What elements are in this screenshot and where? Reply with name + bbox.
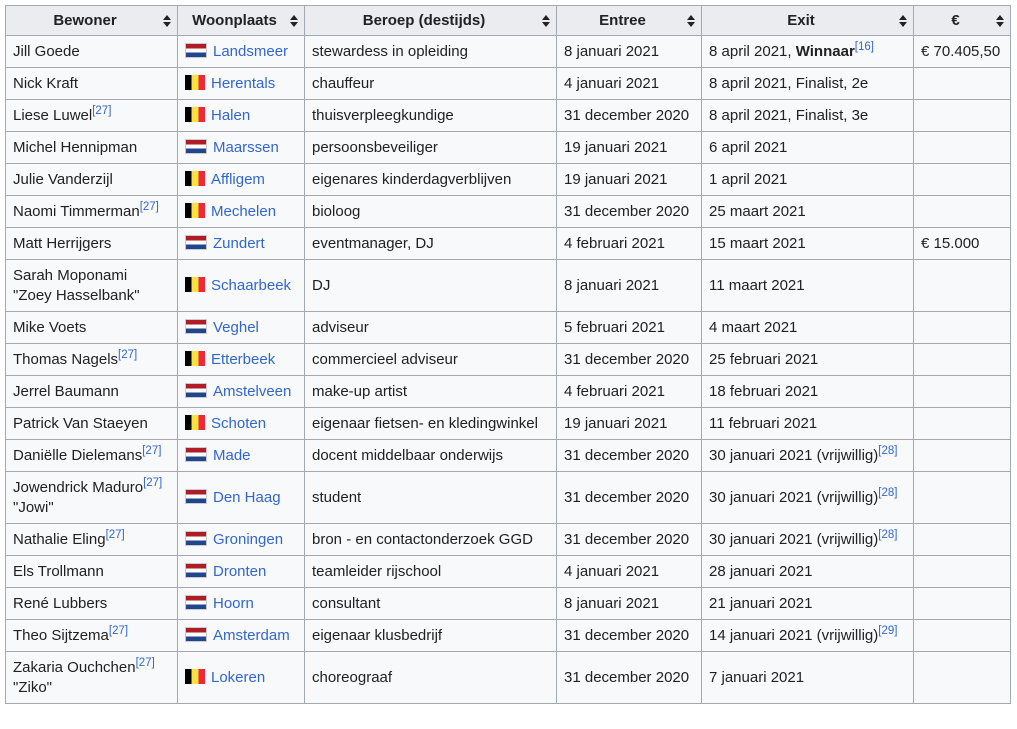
- contestant-name: Matt Herrijgers: [13, 234, 112, 252]
- cell-euro: [914, 472, 1011, 524]
- cell-bewoner: [6, 620, 178, 652]
- cell-beroep: [305, 312, 557, 344]
- cell-bewoner: [6, 36, 178, 68]
- cell-bewoner: [6, 196, 178, 228]
- netherlands-flag-icon: [185, 139, 207, 154]
- exit-date: 7 januari 2021: [709, 668, 805, 686]
- cell-woonplaats: [178, 100, 305, 132]
- cell-exit: [702, 312, 914, 344]
- cell-entree: [557, 164, 702, 196]
- sort-icon[interactable]: [542, 15, 550, 27]
- cell-exit: [702, 376, 914, 408]
- cell-entree: [557, 132, 702, 164]
- table-row: [6, 652, 1011, 704]
- occupation: teamleider rijschool: [312, 562, 442, 580]
- cell-beroep: [305, 68, 557, 100]
- cell-woonplaats: [178, 344, 305, 376]
- netherlands-flag-icon: [185, 319, 207, 334]
- cell-entree: [557, 524, 702, 556]
- column-header-label: Bewoner: [53, 11, 117, 29]
- netherlands-flag-icon: [185, 531, 207, 546]
- table-row: [6, 100, 1011, 132]
- contestant-name: Theo Sijtzema: [13, 626, 109, 644]
- belgium-flag-icon: [185, 107, 205, 122]
- contestant-name: Nick Kraft: [13, 74, 79, 92]
- contestant-name: Nathalie Eling: [13, 530, 106, 548]
- cell-entree: [557, 408, 702, 440]
- column-header-entree[interactable]: [557, 6, 702, 36]
- table-body: [6, 36, 1011, 704]
- place-link[interactable]: Groningen: [213, 530, 284, 548]
- cell-euro: [914, 588, 1011, 620]
- occupation: persoonsbeveiliger: [312, 138, 438, 156]
- cell-woonplaats: [178, 408, 305, 440]
- table-row: [6, 620, 1011, 652]
- table-row: [6, 408, 1011, 440]
- occupation: commercieel adviseur: [312, 350, 458, 368]
- place-link[interactable]: Landsmeer: [213, 42, 289, 60]
- exit-date: 30 januari 2021 (vrijwillig): [709, 488, 879, 506]
- cell-euro: [914, 260, 1011, 312]
- cell-entree: [557, 100, 702, 132]
- cell-woonplaats: [178, 164, 305, 196]
- cell-bewoner: [6, 132, 178, 164]
- place-link[interactable]: Hoorn: [213, 594, 254, 612]
- netherlands-flag-icon: [185, 563, 207, 578]
- exit-date: 15 maart 2021: [709, 234, 806, 252]
- netherlands-flag-icon: [185, 235, 207, 250]
- sort-icon[interactable]: [290, 15, 298, 27]
- cell-euro: [914, 36, 1011, 68]
- cell-exit: [702, 588, 914, 620]
- cell-beroep: [305, 344, 557, 376]
- header-row: [6, 6, 1011, 36]
- cell-beroep: [305, 588, 557, 620]
- entry-date: 5 februari 2021: [564, 318, 665, 336]
- table-row: [6, 344, 1011, 376]
- cell-entree: [557, 620, 702, 652]
- netherlands-flag-icon: [185, 489, 207, 504]
- occupation: stewardess in opleiding: [312, 42, 468, 60]
- exit-date: 30 januari 2021 (vrijwillig): [709, 530, 879, 548]
- cell-woonplaats: [178, 556, 305, 588]
- contestant-name: Patrick Van Staeyen: [13, 414, 148, 432]
- column-header-label: Exit: [787, 11, 815, 29]
- reference-link[interactable]: [16]: [854, 40, 874, 53]
- entry-date: 31 december 2020: [564, 626, 690, 644]
- contestant-name: Els Trollmann: [13, 562, 104, 580]
- cell-exit: [702, 620, 914, 652]
- cell-woonplaats: [178, 68, 305, 100]
- cell-bewoner: [6, 556, 178, 588]
- entry-date: 4 februari 2021: [564, 382, 665, 400]
- cell-euro: [914, 620, 1011, 652]
- contestant-name: Sarah Moponami: [13, 266, 128, 284]
- occupation: choreograaf: [312, 668, 393, 686]
- cell-bewoner: [6, 440, 178, 472]
- entry-date: 31 december 2020: [564, 350, 690, 368]
- cell-beroep: [305, 260, 557, 312]
- netherlands-flag-icon: [185, 595, 207, 610]
- cell-exit: [702, 196, 914, 228]
- occupation: bioloog: [312, 202, 361, 220]
- contestant-name: Julie Vanderzijl: [13, 170, 113, 188]
- cell-euro: [914, 408, 1011, 440]
- cell-bewoner: [6, 524, 178, 556]
- belgium-flag-icon: [185, 415, 205, 430]
- cell-exit: [702, 228, 914, 260]
- cell-beroep: [305, 132, 557, 164]
- cell-beroep: [305, 376, 557, 408]
- exit-date: 1 april 2021: [709, 170, 788, 188]
- reference-link[interactable]: [27]: [108, 624, 129, 637]
- contestant-name: Daniëlle Dielemans: [13, 446, 143, 464]
- cell-beroep: [305, 652, 557, 704]
- occupation: eigenaar klusbedrijf: [312, 626, 443, 644]
- sort-icon[interactable]: [687, 15, 695, 27]
- exit-date: 11 februari 2021: [709, 414, 818, 432]
- cell-entree: [557, 228, 702, 260]
- place-link[interactable]: Made: [213, 446, 251, 464]
- place-link[interactable]: Affligem: [211, 170, 265, 188]
- cell-exit: [702, 472, 914, 524]
- cell-euro: [914, 132, 1011, 164]
- cell-beroep: [305, 620, 557, 652]
- cell-woonplaats: [178, 440, 305, 472]
- contestant-nickname: "Zoey Hasselbank": [13, 286, 140, 304]
- table-row: [6, 260, 1011, 312]
- contestant-name: Zakaria Ouchchen: [13, 658, 136, 676]
- place-link[interactable]: Dronten: [213, 562, 267, 580]
- cell-woonplaats: [178, 472, 305, 524]
- contestant-name: Liese Luwel: [13, 106, 93, 124]
- cell-euro: [914, 196, 1011, 228]
- occupation: DJ: [312, 276, 331, 294]
- netherlands-flag-icon: [185, 383, 207, 398]
- cell-woonplaats: [178, 588, 305, 620]
- cell-beroep: [305, 556, 557, 588]
- reference-link[interactable]: [27]: [118, 348, 138, 361]
- place-link[interactable]: Zundert: [213, 234, 265, 252]
- reference-link[interactable]: [28]: [878, 528, 898, 541]
- reference-link[interactable]: [28]: [878, 486, 898, 499]
- table-row: [6, 376, 1011, 408]
- exit-date: 6 april 2021: [709, 138, 788, 156]
- column-header-beroep[interactable]: [305, 6, 557, 36]
- place-link[interactable]: Amstelveen: [213, 382, 292, 400]
- place-link[interactable]: Amsterdam: [213, 626, 290, 644]
- occupation: adviseur: [312, 318, 369, 336]
- exit-date: 18 februari 2021: [709, 382, 819, 400]
- sort-icon[interactable]: [996, 15, 1004, 27]
- cell-exit: [702, 344, 914, 376]
- entry-date: 8 januari 2021: [564, 42, 660, 60]
- cell-exit: [702, 652, 914, 704]
- place-link[interactable]: Lokeren: [211, 668, 266, 686]
- reference-link[interactable]: [29]: [878, 624, 898, 637]
- cell-exit: [702, 36, 914, 68]
- cell-bewoner: [6, 408, 178, 440]
- occupation: chauffeur: [312, 74, 375, 92]
- table-row: [6, 132, 1011, 164]
- place-link[interactable]: Schaarbeek: [211, 276, 292, 294]
- contestant-nickname: "Ziko": [13, 678, 52, 696]
- cell-exit: [702, 164, 914, 196]
- cell-entree: [557, 472, 702, 524]
- cell-entree: [557, 440, 702, 472]
- belgium-flag-icon: [185, 351, 205, 366]
- place-link[interactable]: Den Haag: [213, 488, 281, 506]
- cell-exit: [702, 408, 914, 440]
- cell-woonplaats: [178, 524, 305, 556]
- cell-bewoner: [6, 100, 178, 132]
- place-link[interactable]: Halen: [211, 106, 251, 124]
- occupation: thuisverpleegkundige: [312, 106, 454, 124]
- exit-date: 8 april 2021, Finalist, 3e: [709, 106, 869, 124]
- place-link[interactable]: Herentals: [211, 74, 276, 92]
- cell-euro: [914, 68, 1011, 100]
- reference-link[interactable]: [27]: [105, 528, 125, 541]
- cell-bewoner: [6, 376, 178, 408]
- cell-euro: [914, 312, 1011, 344]
- cell-woonplaats: [178, 652, 305, 704]
- contestant-name: Thomas Nagels: [13, 350, 119, 368]
- place-link[interactable]: Maarssen: [213, 138, 279, 156]
- cell-woonplaats: [178, 36, 305, 68]
- cell-bewoner: [6, 228, 178, 260]
- cell-entree: [557, 588, 702, 620]
- cell-euro: [914, 652, 1011, 704]
- cell-entree: [557, 196, 702, 228]
- cell-woonplaats: [178, 376, 305, 408]
- column-header-label: Entree: [599, 11, 646, 29]
- entry-date: 4 januari 2021: [564, 74, 660, 92]
- column-header-exit[interactable]: [702, 6, 914, 36]
- contestant-name: René Lubbers: [13, 594, 108, 612]
- table-row: [6, 524, 1011, 556]
- cell-bewoner: [6, 164, 178, 196]
- cell-entree: [557, 312, 702, 344]
- column-header-label: Beroep (destijds): [362, 11, 486, 29]
- cell-exit: [702, 100, 914, 132]
- occupation: eigenaar fietsen- en kledingwinkel: [312, 414, 538, 432]
- entry-date: 19 januari 2021: [564, 170, 668, 188]
- reference-link[interactable]: [27]: [92, 104, 112, 117]
- cell-euro: [914, 440, 1011, 472]
- cell-exit: [702, 524, 914, 556]
- table-row: [6, 68, 1011, 100]
- entry-date: 4 februari 2021: [564, 234, 665, 252]
- table-row: [6, 440, 1011, 472]
- entry-date: 8 januari 2021: [564, 594, 660, 612]
- column-header-label: Woonplaats: [192, 11, 277, 29]
- entry-date: 31 december 2020: [564, 488, 690, 506]
- sort-icon[interactable]: [163, 15, 171, 27]
- exit-date: 25 maart 2021: [709, 202, 806, 220]
- cell-exit: [702, 556, 914, 588]
- belgium-flag-icon: [185, 669, 205, 684]
- occupation: student: [312, 488, 362, 506]
- entry-date: 31 december 2020: [564, 668, 690, 686]
- contestant-name: Jowendrick Maduro: [13, 478, 144, 496]
- netherlands-flag-icon: [185, 447, 207, 462]
- occupation: consultant: [312, 594, 381, 612]
- cell-beroep: [305, 100, 557, 132]
- belgium-flag-icon: [185, 203, 205, 218]
- exit-date: 30 januari 2021 (vrijwillig): [709, 446, 879, 464]
- prize-amount: € 15.000: [921, 234, 980, 252]
- occupation: docent middelbaar onderwijs: [312, 446, 503, 464]
- cell-beroep: [305, 440, 557, 472]
- entry-date: 19 januari 2021: [564, 414, 668, 432]
- belgium-flag-icon: [185, 171, 205, 186]
- cell-euro: [914, 524, 1011, 556]
- place-link[interactable]: Etterbeek: [211, 350, 276, 368]
- occupation: eventmanager, DJ: [312, 234, 434, 252]
- exit-date: 8 april 2021, Finalist, 2e: [709, 74, 869, 92]
- belgium-flag-icon: [185, 277, 205, 292]
- contestant-name: Michel Hennipman: [13, 138, 138, 156]
- cell-euro: [914, 228, 1011, 260]
- cell-entree: [557, 36, 702, 68]
- entry-date: 4 januari 2021: [564, 562, 660, 580]
- exit-date: 28 januari 2021: [709, 562, 813, 580]
- exit-date: 4 maart 2021: [709, 318, 798, 336]
- cell-bewoner: [6, 344, 178, 376]
- cell-exit: [702, 68, 914, 100]
- cell-bewoner: [6, 260, 178, 312]
- exit-date: 11 maart 2021: [709, 276, 805, 294]
- cell-beroep: [305, 164, 557, 196]
- cell-exit: [702, 132, 914, 164]
- contestant-name: Jerrel Baumann: [13, 382, 119, 400]
- prize-amount: € 70.405,50: [921, 42, 1001, 60]
- cell-beroep: [305, 228, 557, 260]
- cell-beroep: [305, 408, 557, 440]
- contestant-name: Jill Goede: [13, 42, 80, 60]
- cell-entree: [557, 556, 702, 588]
- cell-woonplaats: [178, 260, 305, 312]
- table-row: [6, 472, 1011, 524]
- occupation: bron - en contactonderzoek GGD: [312, 530, 533, 548]
- sort-icon[interactable]: [899, 15, 907, 27]
- place-link[interactable]: Veghel: [213, 318, 259, 336]
- reference-link[interactable]: [27]: [143, 476, 163, 489]
- cell-entree: [557, 376, 702, 408]
- place-link[interactable]: Schoten: [211, 414, 267, 432]
- netherlands-flag-icon: [185, 627, 207, 642]
- cell-woonplaats: [178, 196, 305, 228]
- cell-beroep: [305, 472, 557, 524]
- cell-euro: [914, 344, 1011, 376]
- entry-date: 8 januari 2021: [564, 276, 660, 294]
- cell-euro: [914, 164, 1011, 196]
- table-row: [6, 312, 1011, 344]
- cell-woonplaats: [178, 228, 305, 260]
- cell-bewoner: [6, 68, 178, 100]
- column-header-label: €: [951, 11, 960, 29]
- contestant-name: Mike Voets: [13, 318, 87, 336]
- cell-bewoner: [6, 652, 178, 704]
- exit-date: 21 januari 2021: [709, 594, 813, 612]
- occupation: eigenares kinderdagverblijven: [312, 170, 512, 188]
- table-row: [6, 588, 1011, 620]
- table-row: [6, 556, 1011, 588]
- cell-beroep: [305, 524, 557, 556]
- place-link[interactable]: Mechelen: [211, 202, 277, 220]
- column-header-woonplaats[interactable]: [178, 6, 305, 36]
- cell-bewoner: [6, 588, 178, 620]
- table-row: [6, 196, 1011, 228]
- entry-date: 31 december 2020: [564, 106, 690, 124]
- cell-entree: [557, 344, 702, 376]
- contestant-name: Naomi Timmerman: [13, 202, 140, 220]
- cell-woonplaats: [178, 312, 305, 344]
- column-header-bewoner[interactable]: [6, 6, 178, 36]
- netherlands-flag-icon: [185, 43, 207, 58]
- occupation: make-up artist: [312, 382, 408, 400]
- entry-date: 31 december 2020: [564, 202, 690, 220]
- exit-date: 25 februari 2021: [709, 350, 819, 368]
- cell-bewoner: [6, 312, 178, 344]
- entry-date: 31 december 2020: [564, 530, 690, 548]
- cell-euro: [914, 100, 1011, 132]
- exit-date: 8 april 2021,: [709, 42, 796, 60]
- contestants-table: [5, 5, 1011, 704]
- table-row: [6, 228, 1011, 260]
- cell-exit: [702, 260, 914, 312]
- table-row: [6, 36, 1011, 68]
- cell-euro: [914, 556, 1011, 588]
- belgium-flag-icon: [185, 75, 205, 90]
- cell-bewoner: [6, 472, 178, 524]
- cell-euro: [914, 376, 1011, 408]
- cell-entree: [557, 652, 702, 704]
- column-header-euro[interactable]: [914, 6, 1011, 36]
- reference-link[interactable]: [28]: [878, 444, 898, 457]
- entry-date: 19 januari 2021: [564, 138, 668, 156]
- entry-date: 31 december 2020: [564, 446, 690, 464]
- cell-woonplaats: [178, 620, 305, 652]
- reference-link[interactable]: [27]: [135, 656, 155, 669]
- table-row: [6, 164, 1011, 196]
- cell-woonplaats: [178, 132, 305, 164]
- contestant-nickname: "Jowi": [13, 498, 54, 516]
- winner-label: Winnaar: [795, 42, 855, 60]
- cell-entree: [557, 260, 702, 312]
- reference-link[interactable]: [27]: [142, 444, 162, 457]
- cell-entree: [557, 68, 702, 100]
- reference-link[interactable]: [27]: [139, 200, 159, 213]
- exit-date: 14 januari 2021 (vrijwillig): [709, 626, 879, 644]
- cell-exit: [702, 440, 914, 472]
- cell-beroep: [305, 196, 557, 228]
- cell-beroep: [305, 36, 557, 68]
